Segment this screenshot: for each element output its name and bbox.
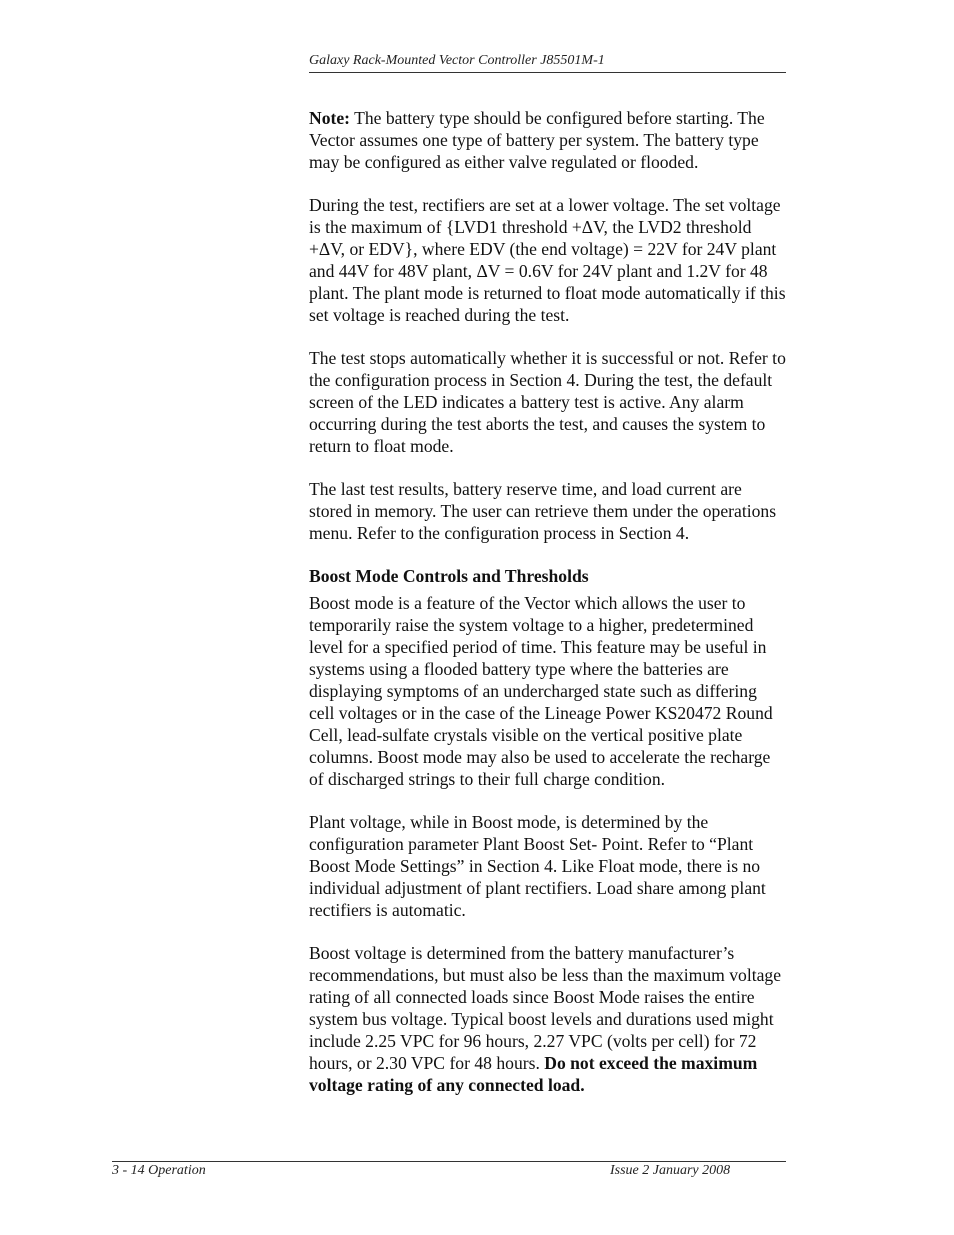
boost-voltage-paragraph xyxy=(309,942,786,1096)
note-paragraph xyxy=(309,107,786,173)
running-header: Galaxy Rack-Mounted Vector Controller J85501M-1 xyxy=(309,53,605,68)
boost-mode-paragraph: Boost mode is a feature of the Vector which allows the user to temporarily raise the system voltage to a higher, predetermined level for a specified period of time. This feature may be useful in systems using a flooded battery type where the batteries are displaying symptoms of an undercharged state such as differing cell voltages or in the case of the Lineage Power KS20472 Round Cell, lead-sulfate crystals visible on the vertical positive plate columns. Boost mode may also be used to accelerate the recharge of discharged strings to their full charge condition. xyxy=(309,593,773,789)
boost-voltage-warning: Do not exceed the maximum voltage rating of any connected load. xyxy=(309,1053,758,1095)
section-heading: Boost Mode Controls and Thresholds xyxy=(309,566,589,586)
note-label: Note: xyxy=(309,108,351,128)
test-stop-paragraph: The test stops automatically whether it is successful or not. Refer to the configuration process in Section 4. During the test, the default screen of the LED indicates a battery test is active. Any alarm occurring during the test aborts the test, and causes the system to return to float mode. xyxy=(309,348,786,456)
main-text-column xyxy=(309,107,786,1117)
note-text: The battery type should be configured before starting. The Vector assumes one type of battery per system. The battery type may be configured as either valve regulated or flooded. xyxy=(309,108,765,172)
header-rule xyxy=(309,72,786,73)
issue-date: Issue 2 January 2008 xyxy=(610,1163,731,1178)
test-results-paragraph: The last test results, battery reserve time, and load current are stored in memory. The user can retrieve them under the operations menu. Refer to the configuration process in Section 4. xyxy=(309,479,777,543)
page-number: 3 - 14 Operation xyxy=(112,1163,206,1178)
boost-voltage-text: Boost voltage is determined from the battery manufacturer’s recommendations, but must also be less than the maximum voltage rating of all connected loads since Boost Mode raises the entire system bus voltage. Typical boost levels and durations used might include 2.25 VPC for 96 hours, 2.27 VPC (volts per cell) for 72 hours, or 2.30 VPC for 48 hours. xyxy=(309,943,782,1073)
test-voltage-paragraph: During the test, rectifiers are set at a lower voltage. The set voltage is the maximum of {LVD1 threshold +ΔV, the LVD2 threshold +ΔV, or EDV}, where EDV (the end voltage) = 22V for 24V plant and 44V for 48V plant, ΔV = 0.6V for 24V plant and 1.2V for 48 plant. The plant mode is returned to float mode automatically if this set voltage is reached during the test. xyxy=(309,195,786,325)
plant-voltage-paragraph: Plant voltage, while in Boost mode, is determined by the configuration parameter Plant Boost Set- Point. Refer to “Plant Boost Mode Settings” in Section 4. Like Float mode, there is no individual adjustment of plant rectifiers. Load share among plant rectifiers is automatic. xyxy=(309,812,766,920)
